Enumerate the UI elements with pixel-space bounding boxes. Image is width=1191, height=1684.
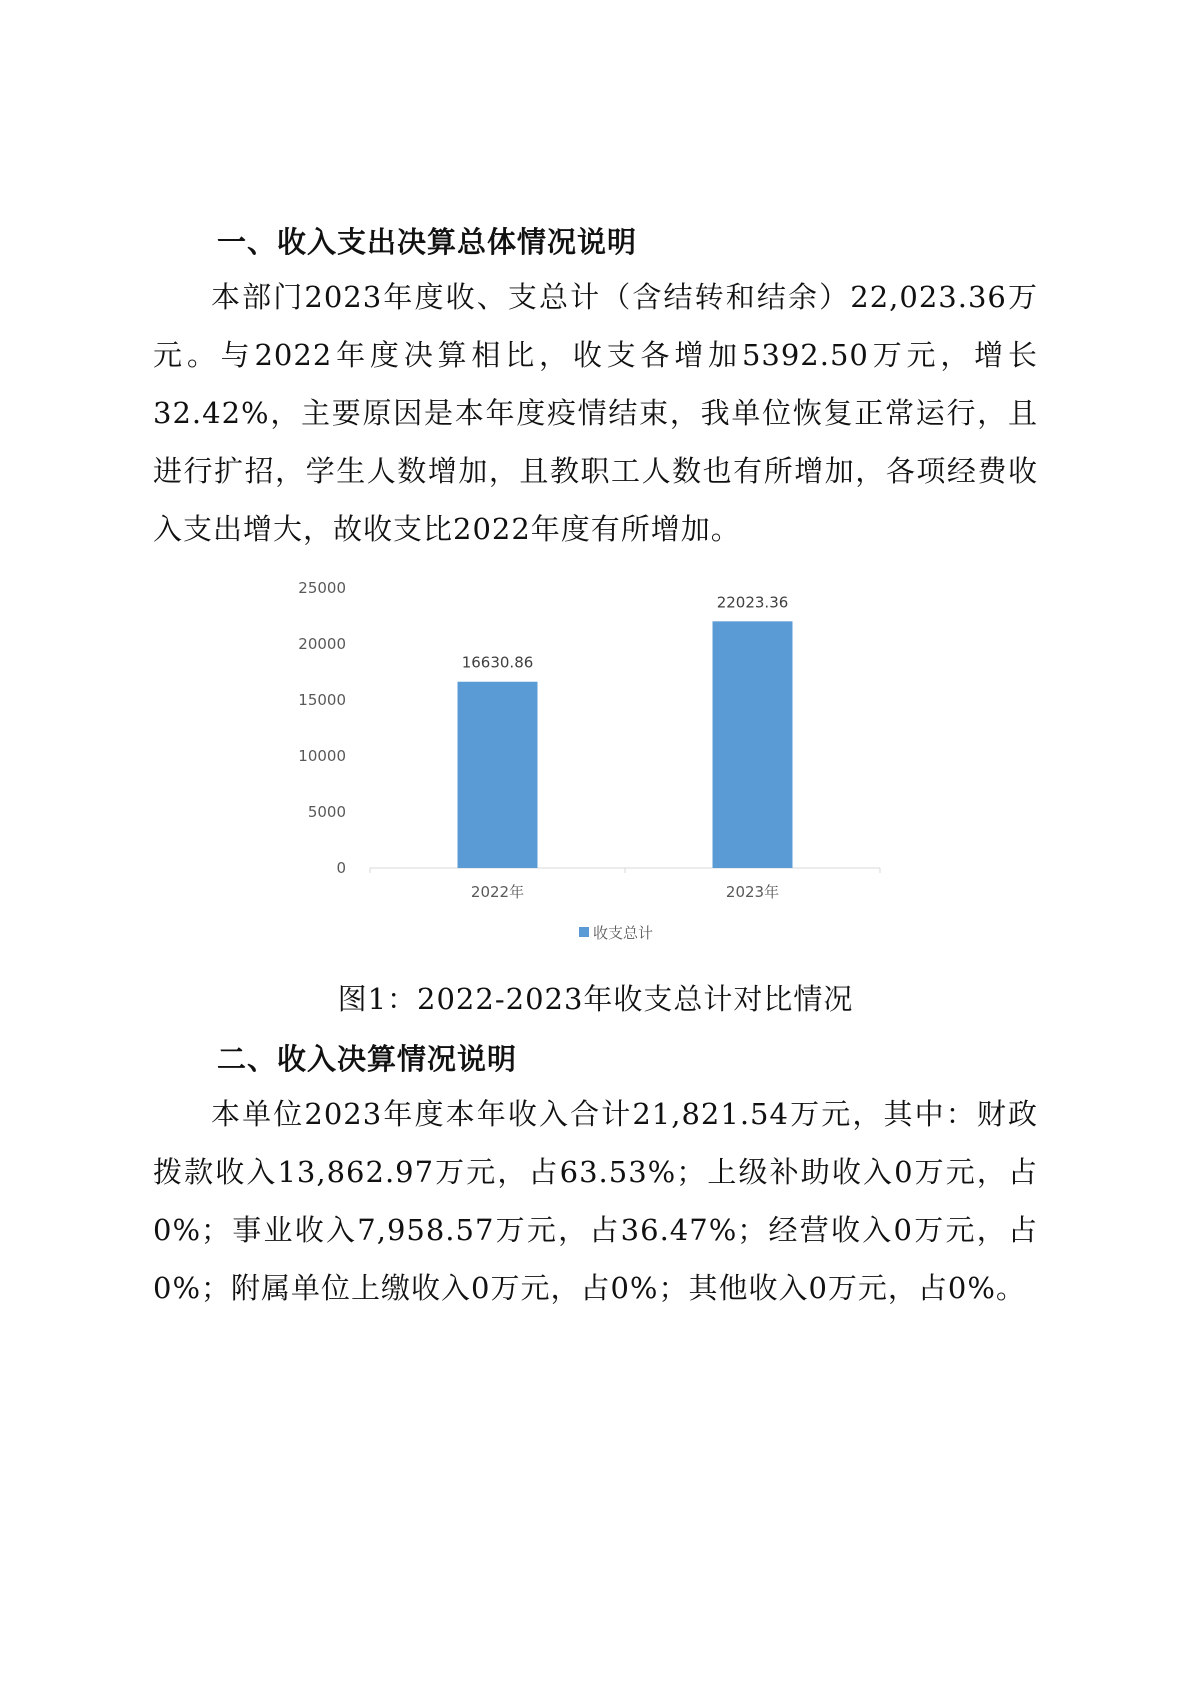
bars xyxy=(458,593,793,901)
bar-data-label: 22023.36 xyxy=(716,593,789,612)
bar-data-label: 16630.86 xyxy=(461,653,534,672)
bar-1 xyxy=(458,682,538,868)
y-axis-ticks xyxy=(298,579,346,877)
bar-2 xyxy=(713,621,793,868)
legend xyxy=(579,924,653,942)
y-tick-label: 0 xyxy=(336,859,346,877)
x-tick-label: 2022年 xyxy=(470,883,525,901)
y-tick-label: 10000 xyxy=(298,747,346,765)
legend-label: 收支总计 xyxy=(593,924,654,942)
y-tick-label: 25000 xyxy=(298,579,346,597)
income-expense-bar-chart xyxy=(290,570,900,950)
x-tick-label: 2023年 xyxy=(725,883,780,901)
section1-heading: 一、收入支出决算总体情况说明 xyxy=(217,225,638,259)
section1-paragraph: 本部门2023年度收、支总计（含结转和结余）22,023.36万元。与2022年度决算相比，收支各增加5392.50万元，增长32.42%，主要原因是本年度疫情结束，我单位恢复正常运行，且进行扩招，学生人数增加，且教职工人数也有所增加，各项经费收入支出增大，故收支比2022年度有所增加。 xyxy=(153,280,1038,546)
figure-caption: 图1：2022-2023年收支总计对比情况 xyxy=(337,982,854,1016)
y-tick-label: 5000 xyxy=(307,803,346,821)
y-tick-label: 15000 xyxy=(298,691,346,709)
section2-heading: 二、收入决算情况说明 xyxy=(217,1042,518,1076)
y-tick-label: 20000 xyxy=(298,635,346,653)
legend-swatch xyxy=(579,927,589,937)
section2-paragraph: 本单位2023年度本年收入合计21,821.54万元，其中：财政拨款收入13,862.97万元，占63.53%；上级补助收入0万元，占0%；事业收入7,958.57万元，占36.47%；经营收入0万元，占0%；附属单位上缴收入0万元，占0%；其他收入0万元，占0%。 xyxy=(153,1097,1038,1305)
